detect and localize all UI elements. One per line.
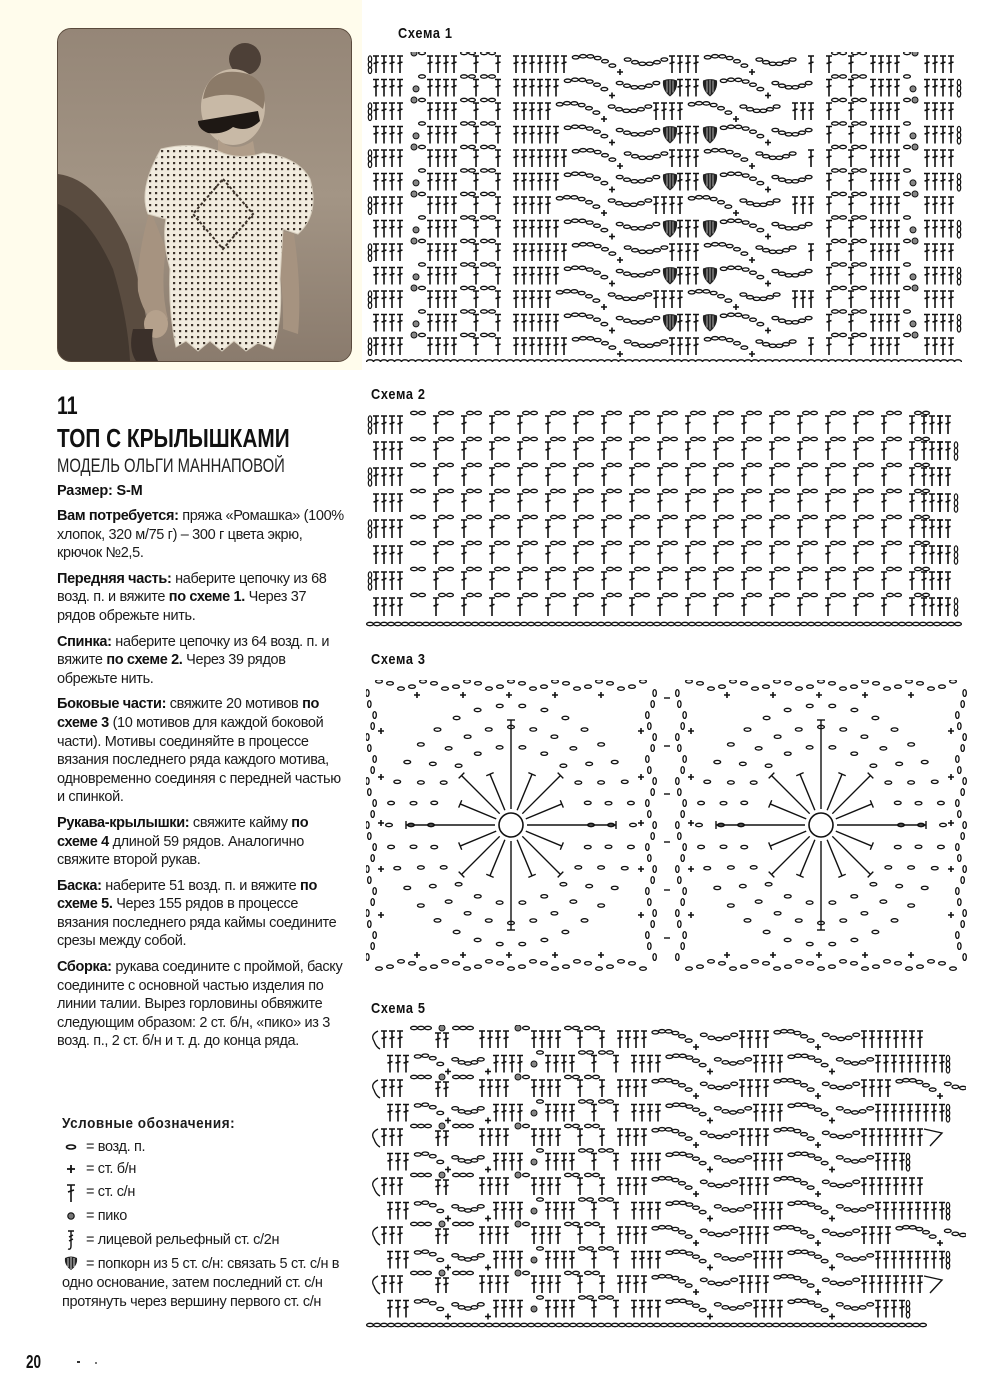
section-label: Сборка: <box>57 959 112 976</box>
front-post-treble-icon <box>62 1229 80 1251</box>
back-part-paragraph <box>57 633 347 689</box>
picot-icon <box>62 1211 80 1221</box>
print-speck <box>77 1361 80 1363</box>
chain-stitch-icon <box>62 1143 80 1151</box>
size-value: S-M <box>116 483 143 499</box>
legend <box>62 1115 352 1311</box>
section-label: Вам потребуется: <box>57 508 179 524</box>
popcorn-icon <box>62 1255 80 1271</box>
section-text: Через 37 рядов обрежьте нить. <box>57 589 307 624</box>
legend-text: = возд. п. <box>86 1138 146 1155</box>
schema-reference: по схеме 3 <box>57 696 320 731</box>
section-text: наберите 51 возд. п. и вяжите <box>101 877 301 894</box>
double-crochet-icon <box>62 1183 80 1203</box>
article <box>57 392 347 1051</box>
section-text: длиной 59 рядов. Аналогично свяжите второй рукав. <box>57 833 304 869</box>
schema-3-label: Схема 3 <box>371 651 426 668</box>
sleeves-paragraph <box>57 814 347 870</box>
front-part-paragraph <box>57 570 347 626</box>
model-photo <box>57 28 352 362</box>
section-label: Рукава-крылышки: <box>57 814 190 831</box>
schema-5-label: Схема 5 <box>371 1000 426 1017</box>
legend-item <box>62 1138 352 1157</box>
single-crochet-icon <box>62 1164 80 1174</box>
materials-paragraph <box>57 507 347 563</box>
section-label: Боковые части: <box>57 696 167 713</box>
schema-5-chart <box>366 1025 966 1345</box>
side-parts-paragraph <box>57 695 347 807</box>
legend-text: = ст. с/н <box>86 1184 135 1201</box>
legend-text: = пико <box>86 1207 127 1224</box>
legend-text: = ст. б/н <box>86 1161 137 1178</box>
section-text: рукава соедините с проймой, баску соедините с основной частью изделия по линии талии. Вырез горловины обвяжите следующим образом: 2 ст. б/н, «пико» из 3 возд. п., 2 ст. б/н и т. д. до конца ряда. <box>57 959 343 1050</box>
article-number: 11 <box>57 392 78 420</box>
schema-reference: по схеме 1. <box>168 589 245 606</box>
article-author: МОДЕЛЬ ОЛЬГИ МАННАПОВОЙ <box>57 456 285 477</box>
section-text: наберите цепочку из 68 возд. п. и вяжите <box>57 570 327 606</box>
schema-3-chart <box>366 680 976 980</box>
legend-item <box>62 1255 352 1311</box>
section-text: (10 мотивов для каждой боковой части). Мотивы соединяйте в процессе вязания последнего ряда каждого мотива, одновременно соединяя с передней частью и спинкой. <box>57 714 341 806</box>
schema-1-chart <box>366 52 966 362</box>
schema-1-label: Схема 1 <box>398 25 453 42</box>
schema-reference: по схеме 4 <box>57 814 309 850</box>
section-text: свяжите 20 мотивов <box>166 696 303 713</box>
legend-title: Условные обозначения: <box>62 1115 236 1132</box>
schema-2-chart <box>366 410 966 632</box>
legend-text: = попкорн из 5 ст. с/н: связать 5 ст. с/н в одно основание, затем последний ст. с/н протянуть через вершину первого ст. с/н <box>62 1256 340 1310</box>
section-text: свяжите кайму <box>189 814 292 831</box>
print-speck <box>95 1362 97 1364</box>
section-label: Баска: <box>57 877 102 894</box>
size-line <box>57 482 347 500</box>
assembly-paragraph <box>57 958 347 1051</box>
schema-reference: по схеме 2. <box>106 652 183 669</box>
section-label: Передняя часть: <box>57 570 172 587</box>
schema-2-label: Схема 2 <box>371 386 426 403</box>
legend-item <box>62 1160 352 1179</box>
section-text: Через 155 рядов в процессе вязания последнего ряда каймы соедините срезы между собой. <box>57 896 337 950</box>
legend-text: = лицевой рельефный ст. с/2н <box>86 1232 280 1249</box>
section-text: Через 39 рядов обрежьте нить. <box>57 652 286 687</box>
peplum-paragraph <box>57 877 347 951</box>
article-title: ТОП С КРЫЛЫШКАМИ <box>57 423 290 453</box>
section-label: Спинка: <box>57 633 112 650</box>
size-label: Размер: <box>57 483 113 499</box>
section-text: наберите цепочку из 64 возд. п. и вяжите <box>57 633 330 669</box>
schema-reference: по схеме 5. <box>57 877 317 913</box>
legend-item <box>62 1207 352 1226</box>
section-text: пряжа «Ромашка» (100% хлопок, 320 м/75 г) – 300 г цвета экрю, крючок №2,5. <box>57 508 344 562</box>
page-number: 20 <box>26 1352 42 1372</box>
legend-item <box>62 1229 352 1251</box>
legend-item <box>62 1183 352 1203</box>
